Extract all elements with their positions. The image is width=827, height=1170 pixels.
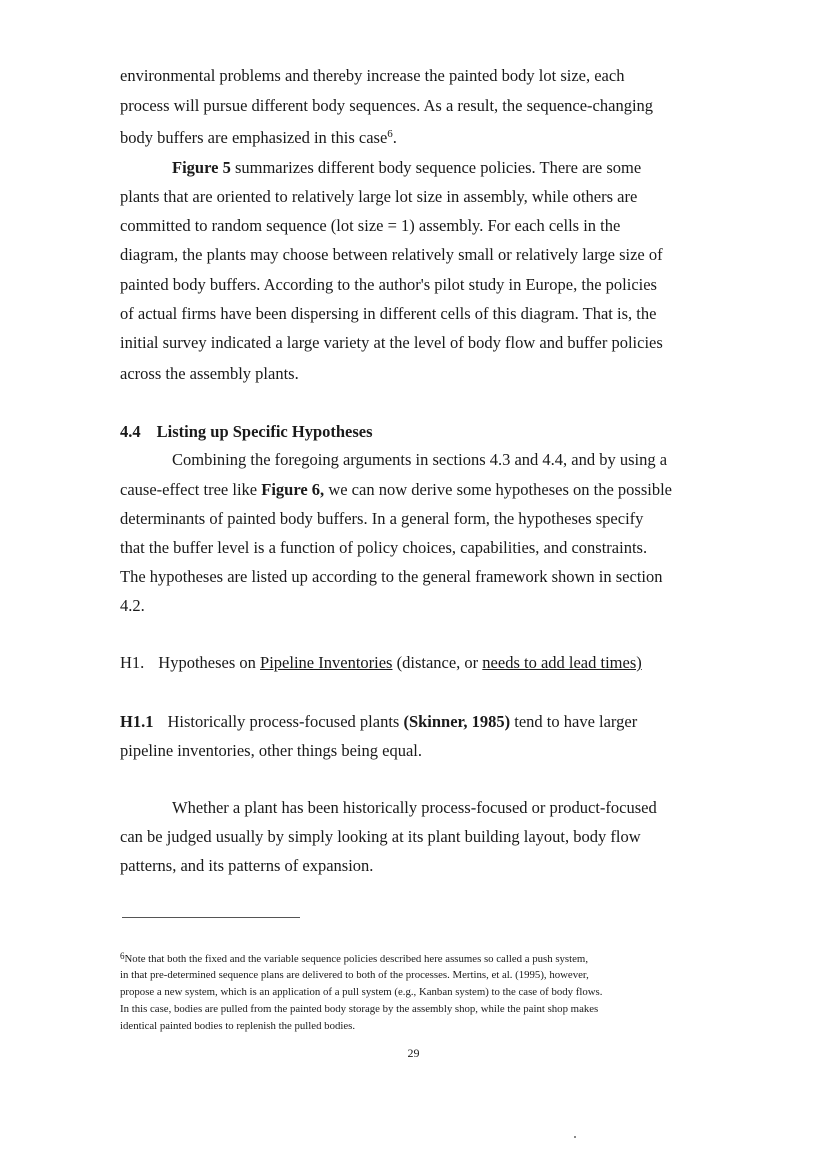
paragraph-2-line-6: of actual firms have been dispersing in different cells of this diagram. That is, the	[120, 304, 657, 323]
section-heading	[120, 422, 373, 442]
paragraph-3-line-2	[120, 480, 672, 500]
footnote-line-5: identical painted bodies to replenish the pulled bodies.	[120, 1020, 356, 1032]
paragraph-2-line-2: plants that are oriented to relatively large lot size in assembly, while others are	[120, 187, 638, 206]
hypothesis-h1-heading	[120, 653, 642, 673]
footnote-marker: 6	[120, 951, 125, 961]
hypothesis-h11-line-2: pipeline inventories, other things being equal.	[120, 741, 422, 760]
figure-5-reference: Figure 5	[172, 158, 231, 177]
footnote-separator	[122, 917, 300, 918]
paragraph-2-line-7: initial survey indicated a large variety at the level of body flow and buffer policies	[120, 333, 663, 352]
h11-label: H1.1	[120, 712, 154, 731]
section-number: 4.4	[120, 422, 141, 441]
paragraph-1-line-3-end: .	[392, 128, 397, 147]
paragraph-3-line-5: The hypotheses are listed up according to the general framework shown in section	[120, 567, 663, 586]
paragraph-3-line-4: that the buffer level is a function of policy choices, capabilities, and constraints.	[120, 538, 648, 557]
paragraph-2-line-4: diagram, the plants may choose between relatively small or relatively large size of	[120, 245, 663, 264]
paragraph-2-line-5: painted body buffers. According to the author's pilot study in Europe, the policies	[120, 275, 657, 294]
h1-label: H1.	[120, 653, 145, 672]
h11-text-rest: tend to have larger	[510, 712, 638, 731]
paragraph-4-line-3: patterns, and its patterns of expansion.	[120, 856, 374, 875]
paragraph-2-line-8: across the assembly plants.	[120, 364, 299, 383]
scan-speck	[574, 1136, 576, 1138]
paragraph-4-line-2: can be judged usually by simply looking at its plant building layout, body flow	[120, 827, 641, 846]
footnote-line-4: In this case, bodies are pulled from the painted body storage by the assembly shop, while the paint shop makes	[120, 1003, 599, 1015]
figure-6-reference: Figure 6,	[261, 480, 325, 499]
paragraph-3-line-3: determinants of painted body buffers. In a general form, the hypotheses specify	[120, 509, 644, 528]
h11-text-start: Historically process-focused plants	[167, 712, 404, 731]
h1-text-start: Hypotheses on	[158, 653, 261, 672]
paragraph-3-line-1: Combining the foregoing arguments in sections 4.3 and 4.4, and by using a	[172, 450, 668, 469]
paragraph-1-line-1: environmental problems and thereby increase the painted body lot size, each	[120, 66, 625, 85]
paragraph-1-line-2: process will pursue different body sequences. As a result, the sequence-changing	[120, 96, 654, 115]
paragraph-4-line-1: Whether a plant has been historically process-focused or product-focused	[172, 798, 657, 817]
paragraph-2-line-3: committed to random sequence (lot size = 1) assembly. For each cells in the	[120, 216, 621, 235]
h1-underlined-pipeline: Pipeline Inventories	[260, 653, 393, 672]
paragraph-2-line-1-rest: summarizes different body sequence policies. There are some	[230, 158, 642, 177]
footnote-reference: 6	[387, 128, 393, 140]
page-number: 29	[407, 1046, 420, 1060]
section-title: Listing up Specific Hypotheses	[156, 422, 373, 441]
hypothesis-h11-line-1	[120, 712, 637, 732]
paragraph-3-line-6: 4.2.	[120, 596, 145, 615]
h1-text-mid: (distance, or	[392, 653, 483, 672]
paragraph-3-line-2-rest: we can now derive some hypotheses on the possible	[324, 480, 672, 499]
h1-underlined-lead-times: needs to add lead times)	[482, 653, 642, 672]
footnote-line-3: propose a new system, which is an application of a pull system (e.g., Kanban system) to the case of body flows.	[120, 986, 603, 998]
footnote-line-1	[120, 952, 588, 966]
paragraph-1-line-3-text: body buffers are emphasized in this case	[120, 128, 388, 147]
h11-citation: (Skinner, 1985)	[403, 712, 511, 731]
paragraph-1-line-3	[120, 128, 397, 148]
paragraph-3-line-2-start: cause-effect tree like	[120, 480, 262, 499]
footnote-line-2: in that pre-determined sequence plans are delivered to both of the processes. Mertins, et al. (1995), however,	[120, 969, 589, 981]
paragraph-2-line-1	[172, 158, 641, 178]
footnote-line-1-text: Note that both the fixed and the variable sequence policies described here assumes so called a push system,	[124, 953, 589, 965]
